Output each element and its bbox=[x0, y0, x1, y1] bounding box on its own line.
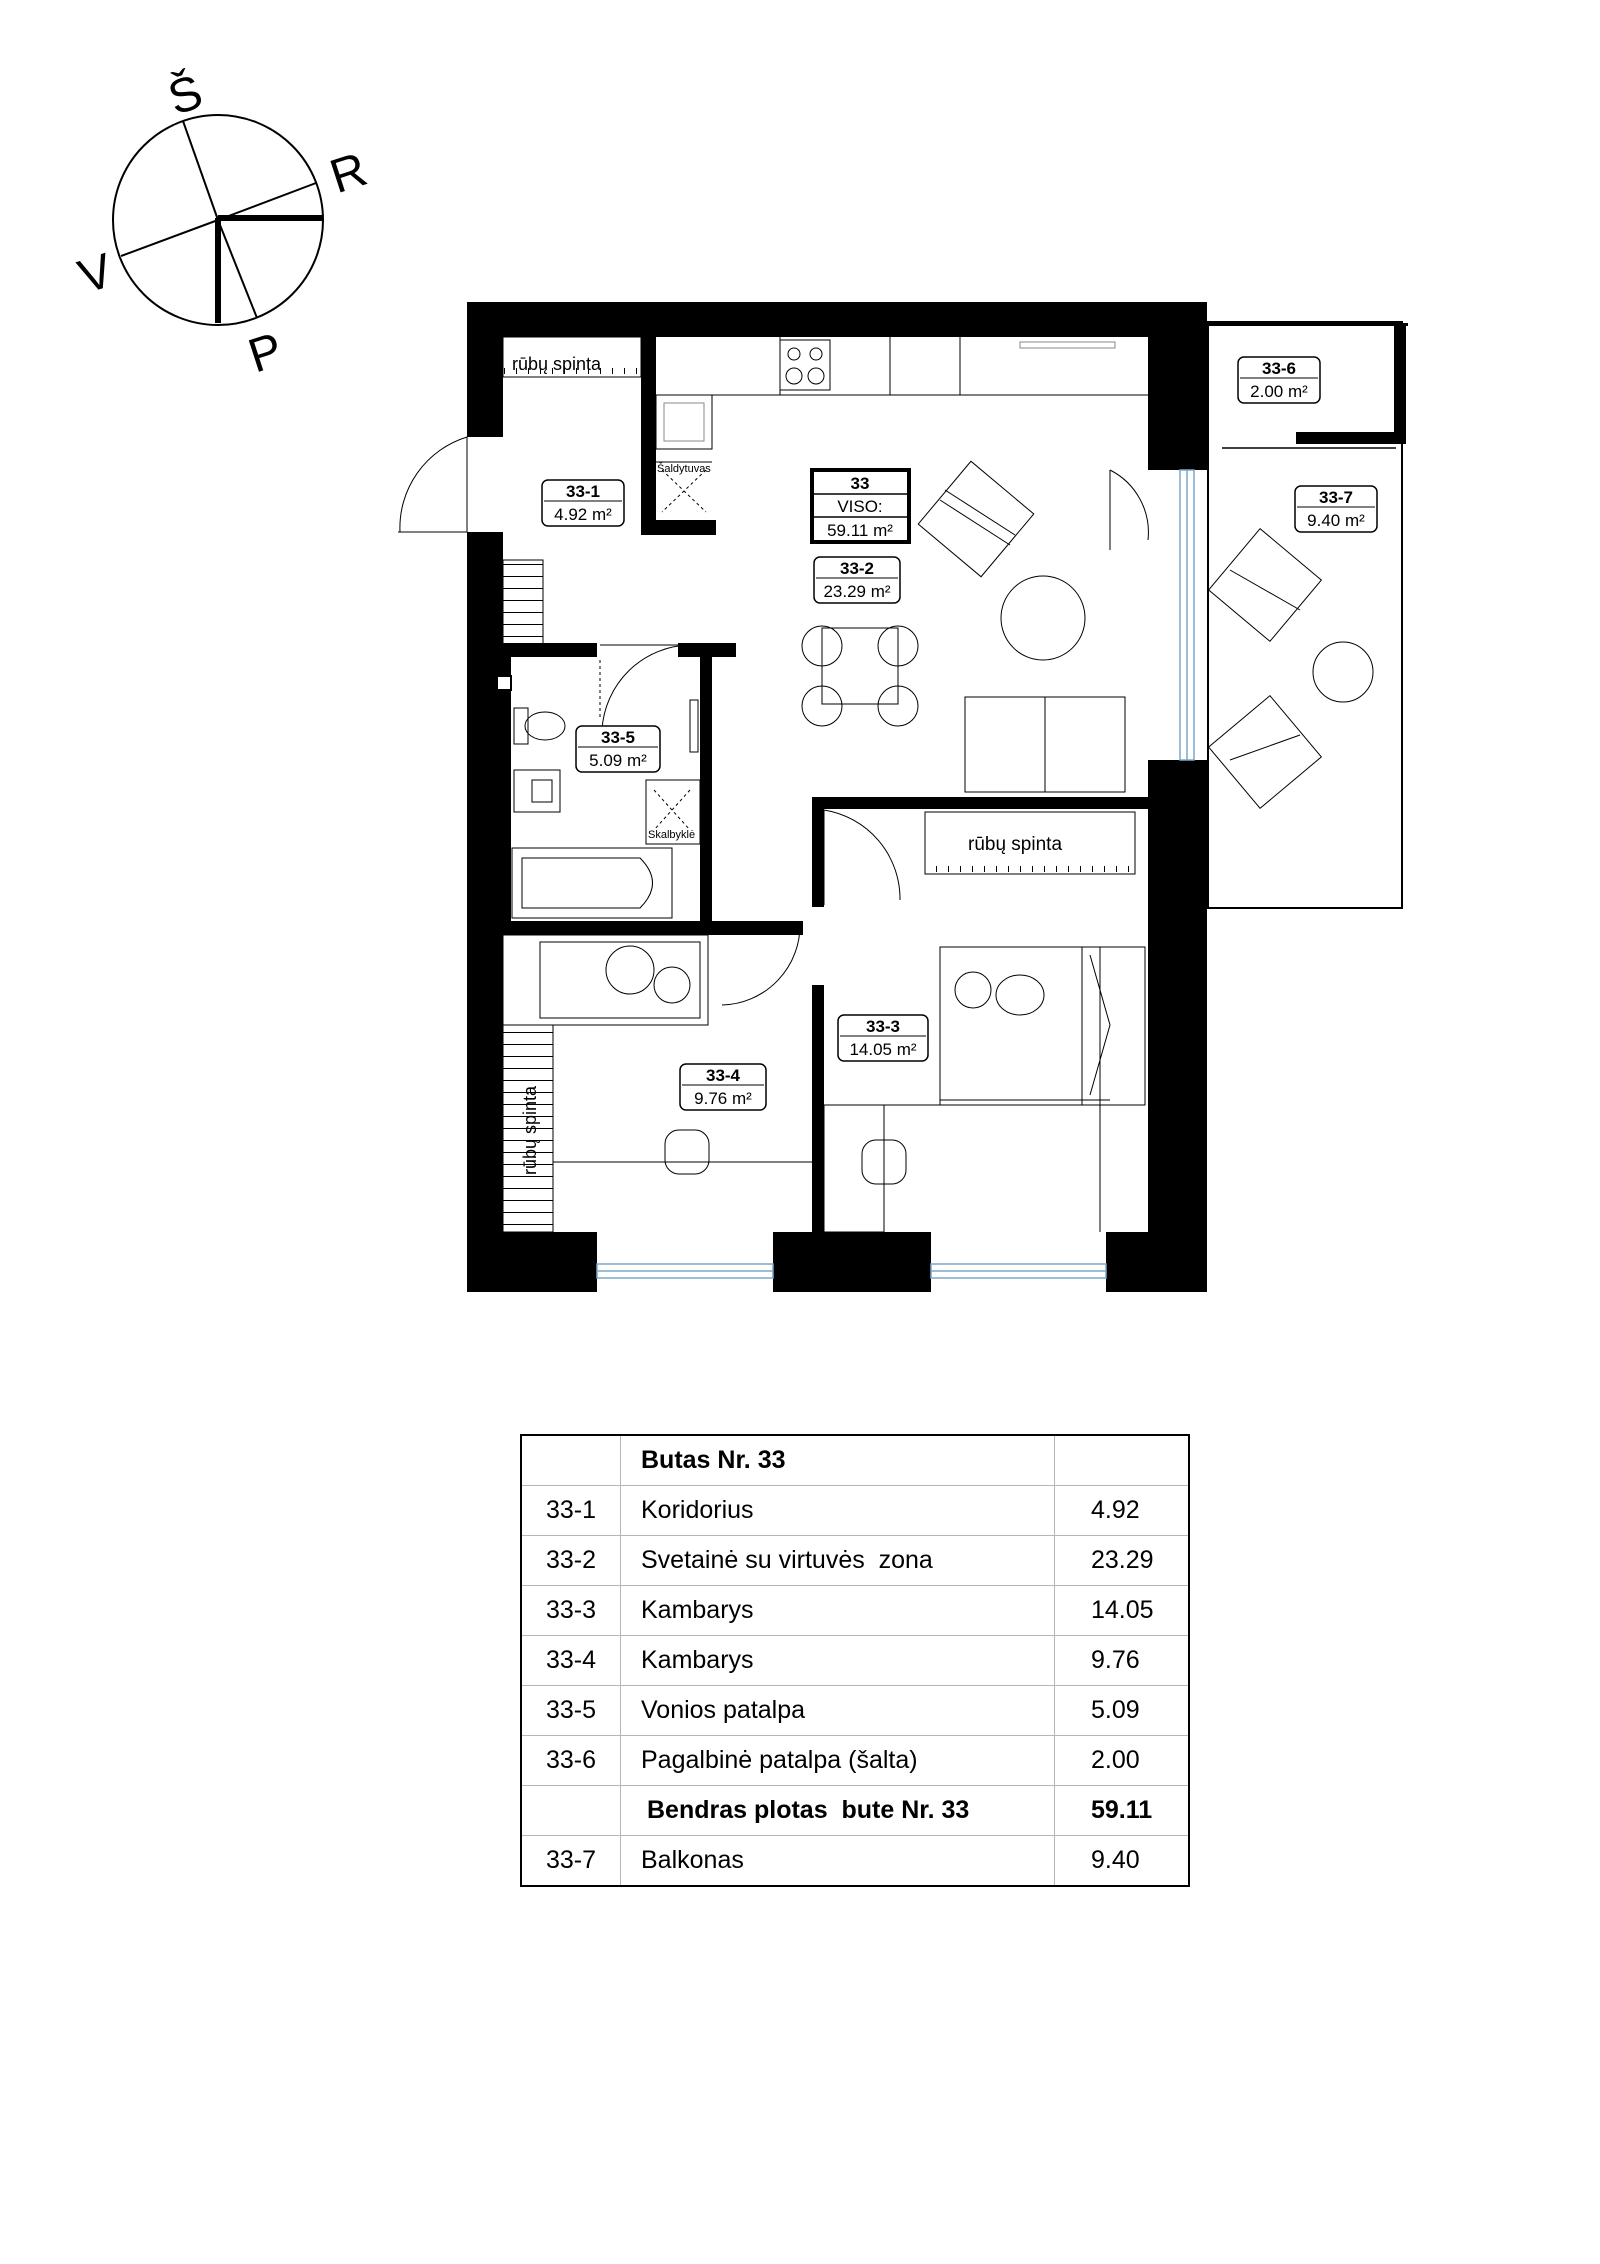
room-id-cell: 33-7 bbox=[521, 1836, 621, 1887]
room-name-cell: Balkonas bbox=[621, 1836, 1055, 1887]
pillow bbox=[996, 975, 1044, 1015]
table-row bbox=[521, 1636, 1189, 1686]
stove-burner bbox=[786, 368, 802, 384]
room-name-cell: Pagalbinė patalpa (šalta) bbox=[621, 1736, 1055, 1786]
room-area: 4.92 m² bbox=[554, 505, 612, 524]
compass-east-label: R bbox=[323, 142, 374, 205]
room-tag-33-6 bbox=[1238, 357, 1320, 403]
room-area-cell: 2.00 bbox=[1055, 1736, 1190, 1786]
room-id: 33-1 bbox=[565, 482, 601, 501]
office-chair bbox=[665, 1130, 709, 1174]
room-id-cell: 33-3 bbox=[521, 1586, 621, 1636]
room-id: 33-6 bbox=[1261, 359, 1297, 378]
fridge-label: Šaldytuvas bbox=[657, 463, 711, 475]
wardrobe-label-bedroom: rūbų spinta bbox=[968, 834, 1063, 855]
room-id-cell: 33-6 bbox=[521, 1736, 621, 1786]
compass-north-label: Š bbox=[161, 65, 209, 126]
stove-burner bbox=[808, 368, 824, 384]
room-area: 9.76 m² bbox=[694, 1089, 752, 1108]
room-tag-33-1 bbox=[542, 480, 624, 526]
room-tag-33-4 bbox=[680, 1064, 766, 1110]
stove-burner bbox=[788, 348, 800, 360]
pillow bbox=[654, 967, 690, 1003]
bed bbox=[940, 947, 1145, 1105]
compass-west-label: V bbox=[72, 244, 120, 305]
balcony-table bbox=[1313, 642, 1373, 702]
toilet bbox=[514, 708, 528, 744]
armchair bbox=[918, 461, 1034, 577]
table-title: Butas Nr. 33 bbox=[621, 1435, 1055, 1486]
table-row bbox=[521, 1836, 1189, 1887]
room-area: 5.09 m² bbox=[589, 751, 647, 770]
room-id: 33-5 bbox=[600, 728, 636, 747]
room-id: 33-4 bbox=[705, 1066, 741, 1085]
bathroom-fixtures bbox=[512, 660, 700, 918]
table-total-row bbox=[521, 1786, 1189, 1836]
apartment-total-tag bbox=[812, 470, 909, 542]
room-id: 33-2 bbox=[839, 559, 875, 578]
room-id-cell: 33-4 bbox=[521, 1636, 621, 1686]
balcony-furniture bbox=[1209, 529, 1373, 809]
table-row bbox=[521, 1586, 1189, 1636]
bedroom-furniture bbox=[824, 947, 1145, 1232]
table-row bbox=[521, 1686, 1189, 1736]
table-row bbox=[521, 1536, 1189, 1586]
room-area-cell: 9.40 bbox=[1055, 1836, 1190, 1887]
total-name-cell: Bendras plotas bute Nr. 33 bbox=[621, 1786, 1055, 1836]
table-header-row bbox=[521, 1435, 1189, 1486]
apartment-total-label: VISO: bbox=[837, 497, 883, 516]
room-area: 9.40 m² bbox=[1307, 511, 1365, 530]
dining-table bbox=[822, 628, 898, 704]
pillow bbox=[606, 946, 654, 994]
room-id-cell: 33-1 bbox=[521, 1486, 621, 1536]
apartment-number: 33 bbox=[850, 474, 870, 493]
total-area-cell: 59.11 bbox=[1055, 1786, 1190, 1836]
room-tag-33-3 bbox=[838, 1015, 928, 1061]
room-id-cell: 33-5 bbox=[521, 1686, 621, 1736]
shoe-rack bbox=[503, 560, 543, 646]
room-area-cell: 14.05 bbox=[1055, 1586, 1190, 1636]
desk bbox=[824, 1105, 884, 1232]
room-area-cell: 4.92 bbox=[1055, 1486, 1190, 1536]
area-table bbox=[520, 1434, 1190, 1887]
room-id: 33-3 bbox=[865, 1017, 901, 1036]
room-tag-33-5 bbox=[576, 726, 660, 772]
room-id-cell: 33-2 bbox=[521, 1536, 621, 1586]
table-cell bbox=[1055, 1435, 1190, 1486]
table-cell bbox=[521, 1435, 621, 1486]
room-area: 23.29 m² bbox=[823, 582, 891, 601]
room-area-cell: 23.29 bbox=[1055, 1536, 1190, 1586]
room-tag-33-7 bbox=[1295, 486, 1377, 532]
room-area: 14.05 m² bbox=[849, 1040, 917, 1059]
table-row bbox=[521, 1486, 1189, 1536]
apartment-total-area: 59.11 m² bbox=[827, 521, 893, 540]
stove-burner bbox=[810, 348, 822, 360]
armchair bbox=[1209, 529, 1322, 642]
wardrobe-label-room: rūbų spinta bbox=[520, 1085, 540, 1175]
compass-south-label: P bbox=[242, 323, 290, 384]
armchair bbox=[1209, 696, 1322, 809]
washer-label: Skalbyklė bbox=[648, 829, 696, 841]
room-name-cell: Koridorius bbox=[621, 1486, 1055, 1536]
wardrobe-label-hall: rūbų spinta bbox=[512, 354, 602, 374]
room-area: 2.00 m² bbox=[1250, 382, 1308, 401]
room-area-cell: 9.76 bbox=[1055, 1636, 1190, 1686]
single-bed bbox=[503, 935, 708, 1025]
room-name-cell: Kambarys bbox=[621, 1586, 1055, 1636]
room-name-cell: Kambarys bbox=[621, 1636, 1055, 1686]
room-tag-33-2 bbox=[814, 557, 900, 603]
room-name-cell: Svetainė su virtuvės zona bbox=[621, 1536, 1055, 1586]
compass bbox=[72, 64, 373, 383]
room-id: 33-7 bbox=[1318, 488, 1354, 507]
room-area-cell: 5.09 bbox=[1055, 1686, 1190, 1736]
coffee-table bbox=[1001, 576, 1085, 660]
table-cell bbox=[521, 1786, 621, 1836]
table-row bbox=[521, 1736, 1189, 1786]
room-name-cell: Vonios patalpa bbox=[621, 1686, 1055, 1736]
sink bbox=[514, 770, 560, 812]
pillow bbox=[955, 972, 991, 1008]
